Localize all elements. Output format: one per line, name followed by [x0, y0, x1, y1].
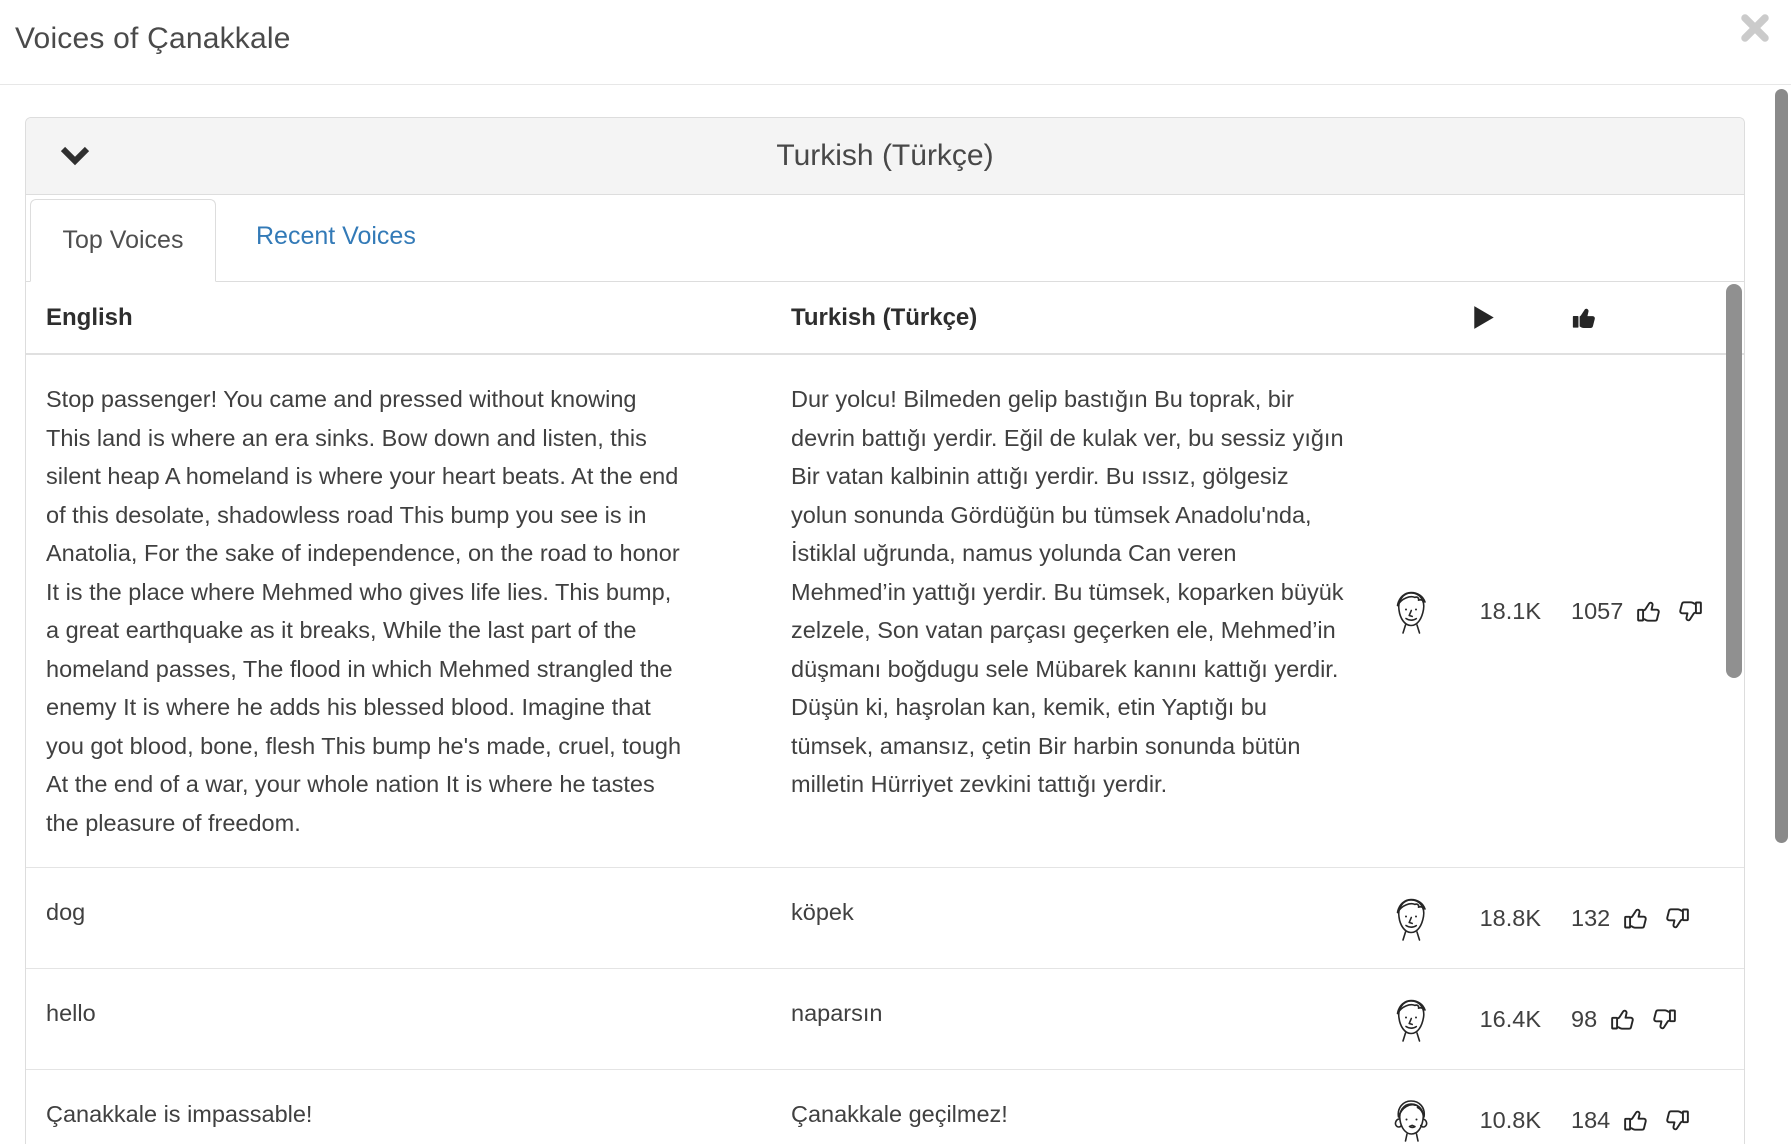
column-header-english: English: [46, 303, 133, 331]
vote-count: 132: [1571, 904, 1611, 931]
english-text: hello: [46, 1000, 96, 1026]
tab-top-voices[interactable]: [30, 199, 216, 282]
thumbs-up-button[interactable]: [1623, 1107, 1650, 1134]
thumbs-up-icon: [1623, 905, 1650, 932]
thumbs-up-filled-icon: [1571, 304, 1599, 332]
listen-count: 16.4K: [1479, 1005, 1541, 1032]
column-header-turkish: Turkish (Türkçe): [791, 303, 978, 331]
tab-recent-voices[interactable]: [256, 222, 416, 255]
vote-count: 184: [1571, 1106, 1611, 1133]
tab-bar: [26, 195, 1744, 282]
close-icon: [1739, 12, 1771, 44]
language-panel: [25, 117, 1745, 1144]
collapse-button[interactable]: [60, 146, 90, 166]
thumbs-down-icon: [1676, 598, 1703, 625]
thumbs-up-button[interactable]: [1610, 1006, 1637, 1033]
turkish-text: Çanakkale geçilmez!: [791, 1101, 1008, 1127]
thumbs-down-icon: [1650, 1006, 1677, 1033]
vote-count: 98: [1571, 1005, 1598, 1032]
tab-recent-voices-label: Recent Voices: [256, 221, 416, 250]
listen-count: 18.1K: [1479, 597, 1541, 624]
listen-count: 10.8K: [1479, 1106, 1541, 1133]
thumbs-down-icon: [1663, 1107, 1690, 1134]
thumbs-up-icon: [1623, 1107, 1650, 1134]
thumbs-down-button[interactable]: [1663, 905, 1690, 932]
table-scrollbar-thumb[interactable]: [1726, 284, 1742, 678]
vote-count: 1057: [1571, 597, 1624, 624]
turkish-text: köpek: [791, 899, 854, 925]
male-avatar-icon: [1388, 586, 1434, 636]
thumbs-down-icon: [1663, 905, 1690, 932]
thumbs-up-button[interactable]: [1623, 905, 1650, 932]
turkish-text: Dur yolcu! Bilmeden gelip bastığın Bu toprak, bir devrin battığı yerdir. Eğil de kulak ver, bu sessiz yığın Bir vatan kalbinin attığı yerdir. Bu ıssız, gölgesiz yolun sonunda Gördüğün bu tümsek Anadolu'nda, İstiklal uğrunda, namus yolunda Can veren Mehmed’in yattığı yerdir. Bu tümsek, koparken büyük zelzele, Son vatan parçası geçerken ele, Mehmed’in düşmanı boğdugu sele Mübarek kanını kattığı yerdir. Düşün ki, haşrolan kan, kemik, etin Yaptığı bu tümsek, amansız, çetin Bir harbin sonunda bütün milletin Hürriyet zevkini tattığı yerdir.: [791, 386, 1344, 797]
table-body: [26, 355, 1744, 1144]
column-header-votes: [1571, 304, 1599, 332]
language-title: Turkish (Türkçe): [776, 139, 994, 172]
column-header-listens: [1471, 304, 1541, 331]
table-row: [26, 1070, 1744, 1144]
table-row: [26, 969, 1744, 1070]
thumbs-down-button[interactable]: [1663, 1107, 1690, 1134]
close-button[interactable]: [1735, 8, 1775, 48]
chevron-down-icon: [60, 146, 90, 166]
male-avatar-icon: [1388, 994, 1434, 1044]
male-avatar-icon: [1388, 893, 1434, 943]
page-scrollbar-thumb[interactable]: [1775, 89, 1788, 843]
thumbs-down-button[interactable]: [1676, 598, 1703, 625]
thumbs-up-icon: [1610, 1006, 1637, 1033]
turkish-text: naparsın: [791, 1000, 883, 1026]
page-title: Voices of Çanakkale: [15, 22, 291, 55]
english-text: dog: [46, 899, 86, 925]
thumbs-up-icon: [1636, 598, 1663, 625]
english-text: Çanakkale is impassable!: [46, 1101, 313, 1127]
modal-header: [0, 0, 1791, 85]
play-icon: [1471, 304, 1497, 331]
thumbs-up-button[interactable]: [1636, 598, 1663, 625]
language-panel-heading[interactable]: [26, 118, 1744, 195]
thumbs-down-button[interactable]: [1650, 1006, 1677, 1033]
listen-count: 18.8K: [1479, 904, 1541, 931]
table-row: [26, 868, 1744, 969]
tab-top-voices-label: Top Voices: [62, 226, 184, 254]
female-avatar-icon: [1388, 1095, 1434, 1144]
table-row: [26, 355, 1744, 868]
english-text: Stop passenger! You came and pressed without knowing This land is where an era sinks. Bow down and listen, this silent heap A homeland is where your heart beats. At the end of this desolate, shadowless road This bump you see is in Anatolia, For the sake of independence, on the road to honor It is the place where Mehmed who gives life lies. This bump, a great earthquake as it breaks, While the last part of the homeland passes, The flood in which Mehmed strangled the enemy It is where he adds his blessed blood. Imagine that you got blood, bone, flesh This bump he's made, cruel, tough At the end of a war, your whole nation It is where he tastes the pleasure of freedom.: [46, 386, 682, 836]
table-header-row: [26, 282, 1744, 355]
